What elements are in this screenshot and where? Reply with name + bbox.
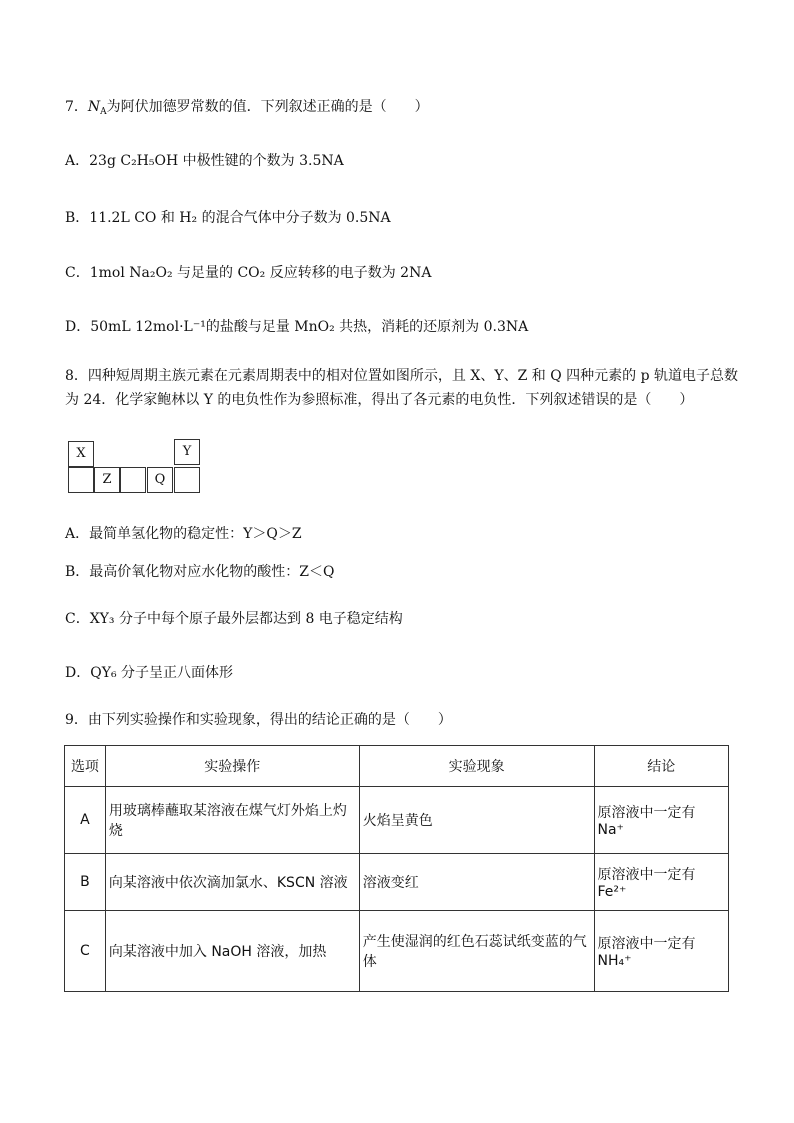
- na-subscript: A: [100, 107, 107, 117]
- option-label: C．: [65, 265, 90, 281]
- q7-stem: [65, 97, 429, 122]
- row-phenomenon: 火焰呈黄色: [359, 787, 594, 854]
- q7-option-a: [65, 151, 344, 171]
- row-conclusion: 原溶液中一定有 NH₄⁺: [594, 911, 729, 992]
- option-label: D．: [65, 319, 91, 335]
- q8-option-a: [65, 524, 302, 544]
- cell-empty-3: [174, 467, 200, 493]
- option-text: 11.2L CO 和 H₂ 的混合气体中分子数为 0.5NA: [89, 210, 391, 226]
- row-operation: 用玻璃棒蘸取某溶液在煤气灯外焰上灼烧: [105, 787, 359, 854]
- header-option: 选项: [65, 746, 106, 787]
- row-phenomenon: 溶液变红: [359, 854, 594, 911]
- option-text: QY₆ 分子呈正八面体形: [90, 665, 234, 681]
- na-symbol: N: [87, 99, 101, 115]
- q7-option-d: [65, 317, 528, 337]
- q8-option-c: [65, 609, 403, 629]
- cell-q: Q: [147, 467, 173, 493]
- option-text: 最简单氢化物的稳定性：Y＞Q＞Z: [89, 526, 302, 542]
- table-header-row: [65, 746, 729, 787]
- q7-stem-text: 为阿伏加德罗常数的值．下列叙述正确的是（ ）: [106, 99, 429, 115]
- option-label: A．: [65, 153, 90, 169]
- cell-z: Z: [94, 467, 120, 493]
- cell-x: X: [68, 441, 94, 467]
- q8-option-b: [65, 562, 335, 582]
- experiment-table: [64, 745, 729, 992]
- option-text: 50mL 12mol·L⁻¹的盐酸与足量 MnO₂ 共热，消耗的还原剂为 0.3NA: [90, 319, 529, 335]
- option-label: D．: [65, 665, 91, 681]
- header-conclusion: 结论: [594, 746, 729, 787]
- periodic-table-fragment: [68, 437, 203, 495]
- table-row: [65, 854, 729, 911]
- option-text: 1mol Na₂O₂ 与足量的 CO₂ 反应转移的电子数为 2NA: [89, 265, 432, 281]
- row-conclusion: 原溶液中一定有 Na⁺: [594, 787, 729, 854]
- q7-option-c: [65, 263, 431, 283]
- row-option: C: [65, 911, 106, 992]
- row-phenomenon: 产生使湿润的红色石蕊试纸变蓝的气体: [359, 911, 594, 992]
- header-operation: 实验操作: [105, 746, 359, 787]
- row-conclusion: 原溶液中一定有 Fe²⁺: [594, 854, 729, 911]
- option-text: 最高价氧化物对应水化物的酸性：Z＜Q: [89, 564, 335, 580]
- table-row: [65, 911, 729, 992]
- table-row: [65, 787, 729, 854]
- option-label: A．: [65, 526, 90, 542]
- option-label: B．: [65, 564, 90, 580]
- q7-option-b: [65, 208, 391, 228]
- q7-number: 7．: [65, 99, 88, 115]
- q8-stem-line2: 为 24．化学家鲍林以 Y 的电负性作为参照标准，得出了各元素的电负性．下列叙述错误的是（ ）: [65, 392, 694, 408]
- q8-stem-line1: 8．四种短周期主族元素在元素周期表中的相对位置如图所示，且 X、Y、Z 和 Q 四种元素的 p 轨道电子总数: [65, 368, 738, 384]
- row-operation: 向某溶液中加入 NaOH 溶液，加热: [105, 911, 359, 992]
- option-label: C．: [65, 611, 90, 627]
- option-label: B．: [65, 210, 90, 226]
- q9-stem: 9．由下列实验操作和实验现象，得出的结论正确的是（ ）: [65, 712, 452, 728]
- option-text: XY₃ 分子中每个原子最外层都达到 8 电子稳定结构: [89, 611, 403, 627]
- cell-y: Y: [174, 439, 200, 465]
- row-option: A: [65, 787, 106, 854]
- header-phenomenon: 实验现象: [359, 746, 594, 787]
- row-option: B: [65, 854, 106, 911]
- row-operation: 向某溶液中依次滴加氯水、KSCN 溶液: [105, 854, 359, 911]
- q8-option-d: [65, 663, 233, 683]
- cell-empty-2: [120, 467, 146, 493]
- cell-empty-1: [68, 467, 94, 493]
- option-text: 23g C₂H₅OH 中极性键的个数为 3.5NA: [89, 153, 344, 169]
